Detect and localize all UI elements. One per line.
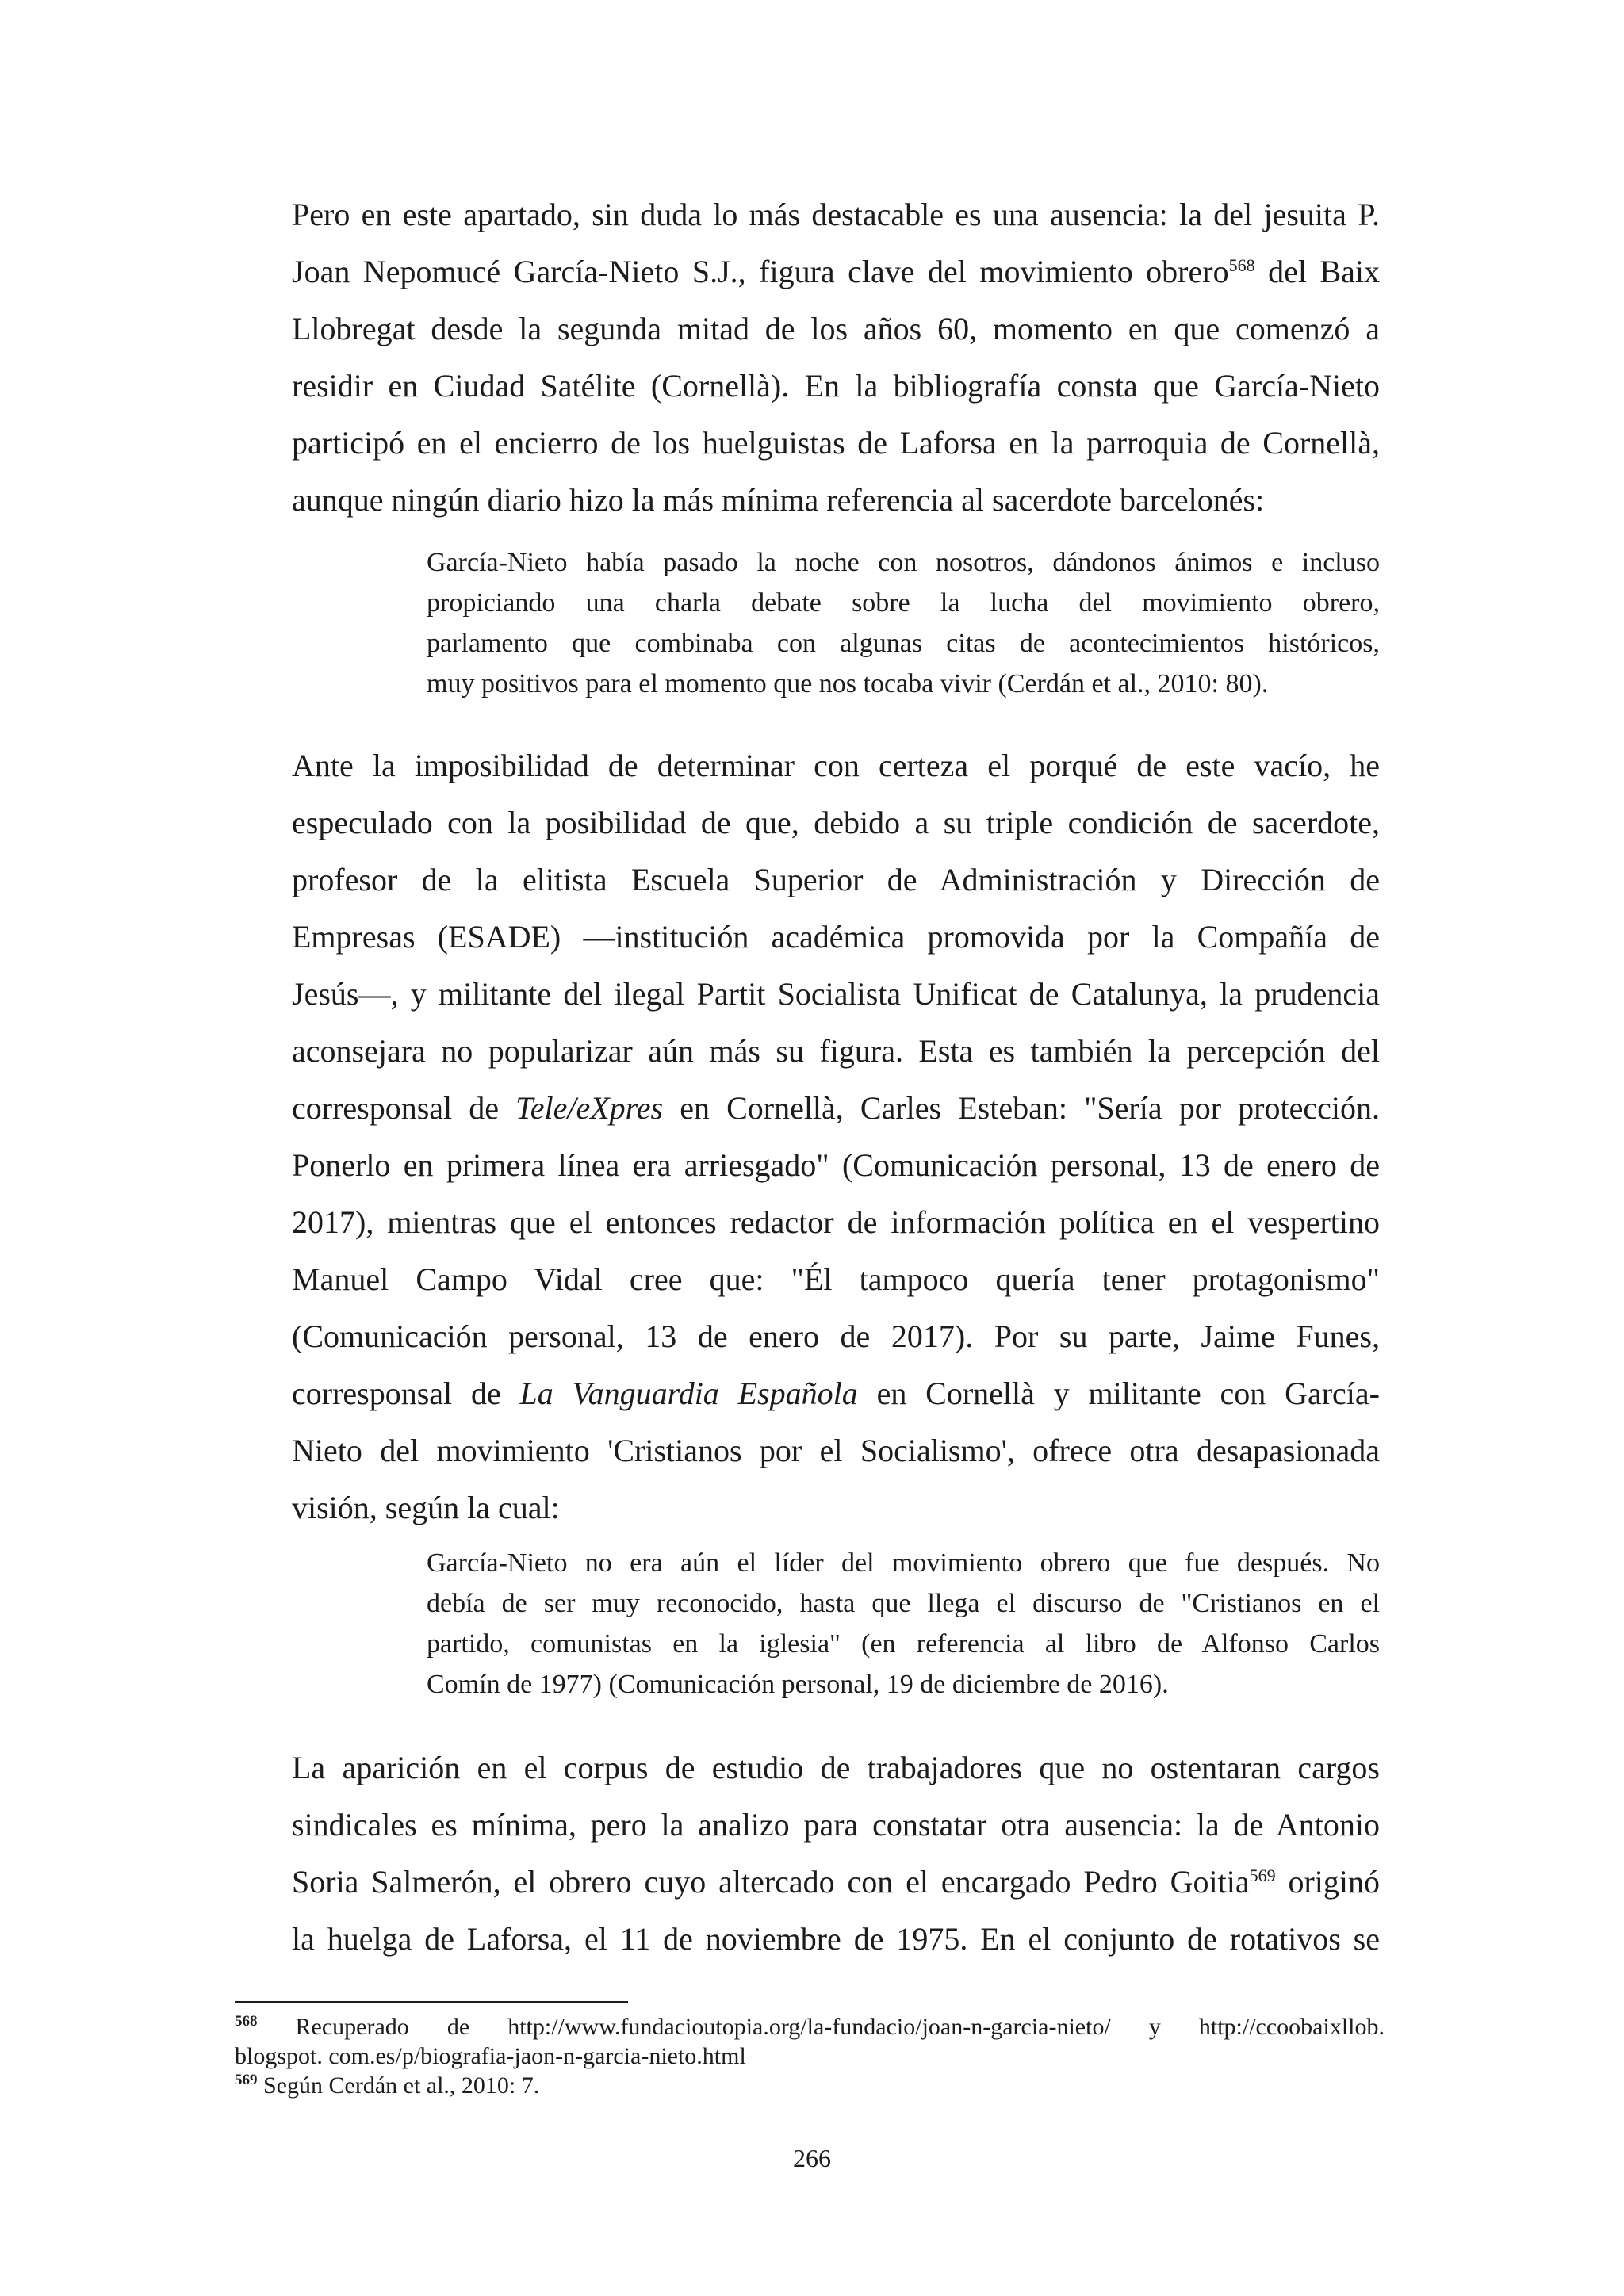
text-line [292, 1365, 1380, 1422]
footnote-marker: 568 [235, 2013, 258, 2030]
text-line: aconsejara no popularizar aún más su figura. Esta es también la percepción del [292, 1033, 1380, 1069]
publication-title: Tele/eXpres [515, 1090, 664, 1126]
text-segment: Soria Salmerón, el obrero cuyo altercado con el encargado Pedro Goitia [292, 1864, 1250, 1900]
text-line: Jesús—, y militante del ilegal Partit Socialista Unificat de Catalunya, la prudencia [292, 976, 1380, 1012]
block-quote-cerdan [427, 542, 1380, 704]
text-line: Ante la imposibilidad de determinar con certeza el porqué de este vacío, he [292, 748, 1380, 783]
quote-line: propiciando una charla debate sobre la lucha del movimiento obrero, [427, 588, 1380, 618]
paragraph-garcia-nieto-absence [292, 186, 1380, 529]
text-segment: corresponsal de [292, 1090, 516, 1126]
quote-line: García-Nieto no era aún el líder del movimiento obrero que fue después. No [427, 1548, 1380, 1578]
page-number: 266 [793, 2144, 831, 2172]
quote-line: muy positivos para el momento que nos tocaba vivir (Cerdán et al., 2010: 80). [427, 669, 1269, 698]
footnote-569 [235, 2071, 1385, 2100]
footnote-separator [235, 2001, 628, 2003]
footnote-reference-569: 569 [1249, 1866, 1276, 1885]
text-segment: en Cornellà y militante con García- [857, 1376, 1380, 1411]
text-line: residir en Ciudad Satélite (Cornellà). En la bibliografía consta que García-Nieto [292, 368, 1380, 404]
text-line: Nieto del movimiento 'Cristianos por el Socialismo', ofrece otra desapasionada [292, 1433, 1380, 1468]
text-line: Manuel Campo Vidal cree que: "Él tampoco quería tener protagonismo" [292, 1261, 1380, 1297]
text-segment: Joan Nepomucé García-Nieto S.J., figura clave del movimiento obrero [292, 254, 1229, 289]
paragraph-workers-corpus [292, 1739, 1380, 1968]
block-quote-funes [427, 1543, 1380, 1705]
text-line: Llobregat desde la segunda mitad de los años 60, momento en que comenzó a [292, 311, 1380, 346]
text-line: 2017), mientras que el entonces redactor de información política en el vespertino [292, 1204, 1380, 1240]
text-line: Ponerlo en primera línea era arriesgado" (Comunicación personal, 13 de enero de [292, 1147, 1380, 1183]
footnote-text: Recuperado de http://www.fundacioutopia.org/la-fundacio/joan-n-garcia-nieto/ y http://ccoobaixllob. [257, 2014, 1385, 2040]
footnotes [235, 2012, 1385, 2100]
footnote-line [235, 2071, 1385, 2100]
footnote-text: Según Cerdán et al., 2010: 7. [257, 2072, 540, 2099]
footnote-reference-568: 568 [1228, 255, 1255, 275]
text-line: La aparición en el corpus de estudio de trabajadores que no ostentaran cargos [292, 1750, 1380, 1785]
footnote-568 [235, 2012, 1385, 2071]
quote-line: parlamento que combinaba con algunas citas de acontecimientos históricos, [427, 629, 1380, 658]
text-segment: originó [1275, 1864, 1380, 1900]
quote-line: partido, comunistas en la iglesia" (en referencia al libro de Alfonso Carlos [427, 1629, 1380, 1659]
text-line: visión, según la cual: [292, 1490, 560, 1525]
text-line [292, 1854, 1380, 1911]
text-segment: corresponsal de [292, 1376, 520, 1411]
quote-line: García-Nieto había pasado la noche con nosotros, dándonos ánimos e incluso [427, 548, 1380, 577]
text-line: Empresas (ESADE) —institución académica promovida por la Compañía de [292, 919, 1380, 955]
text-line: sindicales es mínima, pero la analizo para constatar otra ausencia: la de Antonio [292, 1807, 1380, 1843]
paragraph-speculation [292, 737, 1380, 1536]
publication-title: La Vanguardia Española [519, 1376, 858, 1411]
text-line: aunque ningún diario hizo la más mínima referencia al sacerdote barcelonés: [292, 482, 1265, 518]
footnote-line: blogspot. com.es/p/biografia-jaon-n-garcia-nieto.html [235, 2043, 746, 2069]
quote-line: Comín de 1977) (Comunicación personal, 19 de diciembre de 2016). [427, 1670, 1169, 1699]
quote-line: debía de ser muy reconocido, hasta que llega el discurso de "Cristianos en el [427, 1589, 1380, 1618]
text-line: Pero en este apartado, sin duda lo más destacable es una ausencia: la del jesuita P. [292, 197, 1380, 232]
text-line [292, 243, 1380, 300]
footnote-line [235, 2012, 1385, 2042]
text-line: (Comunicación personal, 13 de enero de 2017). Por su parte, Jaime Funes, [292, 1318, 1380, 1354]
text-segment: en Cornellà, Carles Esteban: "Sería por protección. [663, 1090, 1380, 1126]
text-line: profesor de la elitista Escuela Superior de Administración y Dirección de [292, 862, 1380, 897]
text-line: la huelga de Laforsa, el 11 de noviembre de 1975. En el conjunto de rotativos se [292, 1921, 1380, 1957]
footnote-marker: 569 [235, 2072, 258, 2088]
text-line [292, 1080, 1380, 1137]
text-segment: del Baix [1254, 254, 1380, 289]
text-line: especulado con la posibilidad de que, debido a su triple condición de sacerdote, [292, 805, 1380, 840]
text-line: participó en el encierro de los huelguistas de Laforsa en la parroquia de Cornellà, [292, 425, 1380, 461]
